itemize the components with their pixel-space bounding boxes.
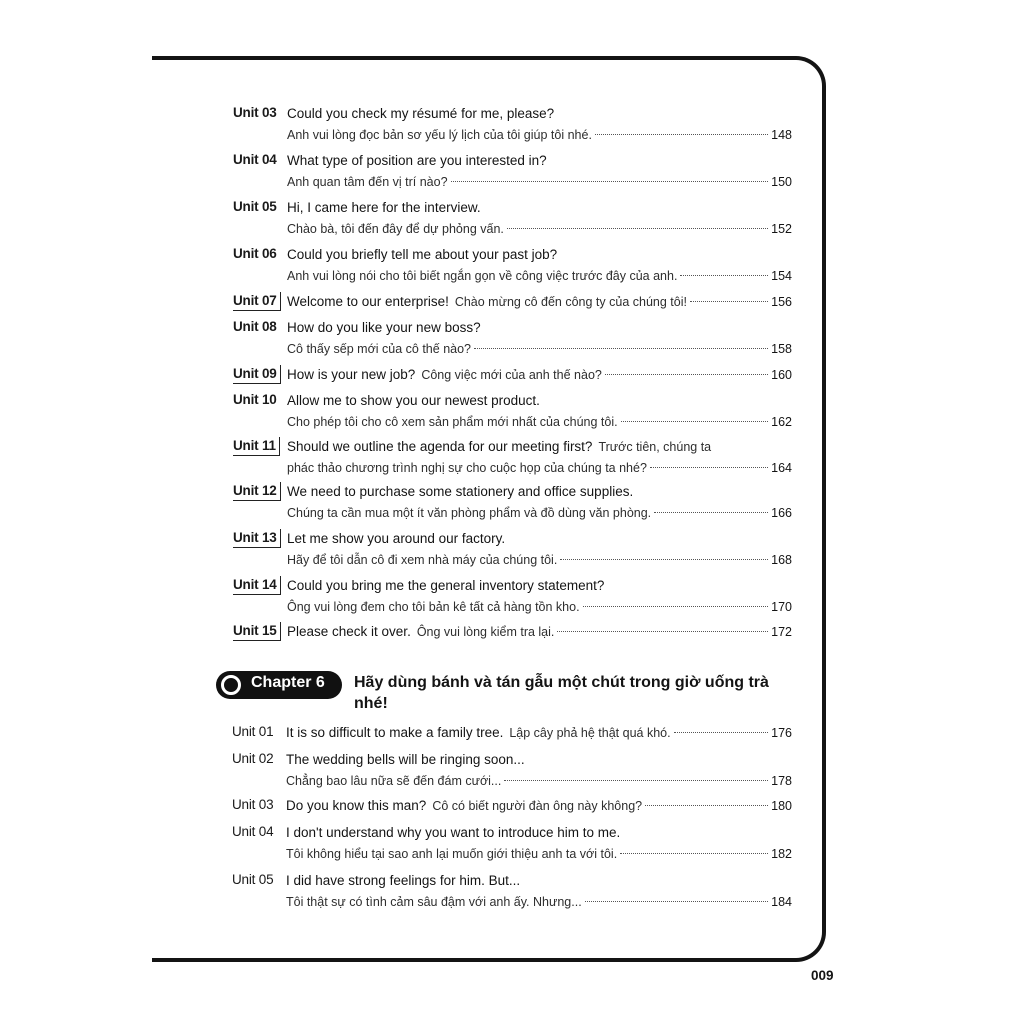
entry-vietnamese: Công việc mới của anh thế nào? bbox=[421, 368, 602, 382]
dot-leader bbox=[595, 134, 768, 135]
entry-english: Allow me to show you our newest product. bbox=[287, 393, 540, 408]
dot-leader bbox=[680, 275, 768, 276]
entry-english: I don't understand why you want to introduce him to me. bbox=[286, 825, 621, 840]
entry-vietnamese: Anh vui lòng nói cho tôi biết ngắn gọn về công việc trước đây của anh. bbox=[287, 269, 678, 283]
unit-code: Unit 13 bbox=[233, 529, 281, 548]
page-ref: 162 bbox=[771, 415, 792, 429]
unit-code: Unit 10 bbox=[233, 392, 277, 407]
unit-code: Unit 15 bbox=[233, 622, 281, 641]
entry-vietnamese: Chẳng bao lâu nữa sẽ đến đám cưới... bbox=[286, 774, 502, 788]
entry-vietnamese: Chúng ta cần mua một ít văn phòng phẩm và đồ dùng văn phòng. bbox=[287, 506, 652, 520]
entry-english: How do you like your new boss? bbox=[287, 320, 481, 335]
page-ref: 166 bbox=[771, 506, 792, 520]
page-ref: 170 bbox=[771, 600, 792, 614]
dot-leader bbox=[474, 348, 768, 349]
entry-english: I did have strong feelings for him. But... bbox=[286, 873, 521, 888]
chapter-badge[interactable] bbox=[216, 671, 342, 699]
chapter-title: Hãy dùng bánh và tán gẫu một chút trong giờ uống trà nhé! bbox=[354, 674, 769, 712]
dot-leader bbox=[605, 374, 768, 375]
entry-english: Do you know this man? bbox=[286, 798, 427, 813]
entry-vietnamese: Chào mừng cô đến công ty của chúng tôi! bbox=[454, 295, 687, 309]
entry-english: Welcome to our enterprise! bbox=[287, 294, 449, 309]
entry-english: Hi, I came here for the interview. bbox=[287, 200, 481, 215]
page-ref: 172 bbox=[771, 625, 792, 639]
unit-code: Unit 03 bbox=[233, 105, 277, 120]
unit-code: Unit 02 bbox=[232, 751, 274, 766]
entry-english: It is so difficult to make a family tree. bbox=[286, 725, 504, 740]
entry-english: The wedding bells will be ringing soon... bbox=[286, 752, 525, 767]
unit-code: Unit 08 bbox=[233, 319, 277, 334]
dot-leader bbox=[585, 901, 768, 902]
page-ref: 168 bbox=[771, 553, 792, 567]
unit-code: Unit 06 bbox=[233, 246, 277, 261]
page-ref: 180 bbox=[771, 799, 792, 813]
unit-code: Unit 09 bbox=[233, 365, 281, 384]
dot-leader bbox=[674, 732, 769, 733]
page-number: 009 bbox=[811, 968, 834, 983]
dot-leader bbox=[650, 467, 768, 468]
unit-code: Unit 07 bbox=[233, 292, 281, 311]
entry-english: Let me show you around our factory. bbox=[287, 531, 506, 546]
entry-vietnamese: phác thảo chương trình nghị sự cho cuộc họp của chúng ta nhé? bbox=[287, 461, 647, 475]
entry-english: Could you bring me the general inventory statement? bbox=[287, 578, 605, 593]
entry-english: We need to purchase some stationery and office supplies. bbox=[287, 484, 634, 499]
entry-english: Please check it over. bbox=[287, 624, 411, 639]
page-ref: 156 bbox=[771, 295, 792, 309]
circle-icon bbox=[221, 675, 241, 695]
entry-vietnamese: Cô thấy sếp mới của cô thế nào? bbox=[287, 342, 471, 356]
page-ref: 154 bbox=[771, 269, 792, 283]
entry-english: What type of position are you interested in? bbox=[287, 153, 547, 168]
entry-english: Could you briefly tell me about your past job? bbox=[287, 247, 558, 262]
unit-code: Unit 05 bbox=[233, 199, 277, 214]
page-ref: 164 bbox=[771, 461, 792, 475]
unit-code: Unit 12 bbox=[233, 482, 281, 501]
entry-vietnamese: Anh quan tâm đến vị trí nào? bbox=[287, 175, 448, 189]
dot-leader bbox=[654, 512, 768, 513]
entry-vietnamese: Hãy để tôi dẫn cô đi xem nhà máy của chúng tôi. bbox=[287, 553, 558, 567]
entry-vietnamese-start: Trước tiên, chúng ta bbox=[598, 440, 712, 454]
dot-leader bbox=[560, 559, 768, 560]
dot-leader bbox=[504, 780, 768, 781]
unit-code: Unit 04 bbox=[233, 152, 277, 167]
page-ref: 184 bbox=[771, 895, 792, 909]
page-ref: 182 bbox=[771, 847, 792, 861]
chapter-label: Chapter 6 bbox=[251, 674, 325, 691]
dot-leader bbox=[507, 228, 768, 229]
entry-vietnamese: Lập cây phả hệ thật quá khó. bbox=[509, 726, 671, 740]
entry-vietnamese: Anh vui lòng đọc bản sơ yếu lý lịch của tôi giúp tôi nhé. bbox=[287, 128, 592, 142]
entry-vietnamese: Ông vui lòng đem cho tôi bản kê tất cả hàng tồn kho. bbox=[287, 600, 580, 614]
dot-leader bbox=[690, 301, 768, 302]
entry-vietnamese: Cô có biết người đàn ông này không? bbox=[432, 799, 643, 813]
unit-code: Unit 03 bbox=[232, 797, 274, 812]
page-ref: 152 bbox=[771, 222, 792, 236]
page-ref: 160 bbox=[771, 368, 792, 382]
dot-leader bbox=[645, 805, 768, 806]
unit-code: Unit 14 bbox=[233, 576, 281, 595]
entry-english: Should we outline the agenda for our meeting first? bbox=[287, 439, 593, 454]
unit-code: Unit 01 bbox=[232, 724, 274, 739]
dot-leader bbox=[557, 631, 768, 632]
entry-vietnamese: Tôi không hiểu tại sao anh lại muốn giới thiệu anh ta với tôi. bbox=[286, 847, 618, 861]
dot-leader bbox=[621, 421, 769, 422]
page-ref: 176 bbox=[771, 726, 792, 740]
dot-leader bbox=[620, 853, 768, 854]
unit-code: Unit 11 bbox=[233, 437, 280, 456]
page-ref: 150 bbox=[771, 175, 792, 189]
page-ref: 148 bbox=[771, 128, 792, 142]
entry-vietnamese: Cho phép tôi cho cô xem sản phẩm mới nhất của chúng tôi. bbox=[287, 415, 618, 429]
page-ref: 158 bbox=[771, 342, 792, 356]
unit-code: Unit 04 bbox=[232, 824, 274, 839]
entry-vietnamese: Chào bà, tôi đến đây để dự phỏng vấn. bbox=[287, 222, 504, 236]
entry-english: How is your new job? bbox=[287, 367, 416, 382]
entry-english: Could you check my résumé for me, please? bbox=[287, 106, 555, 121]
entry-vietnamese: Tôi thật sự có tình cảm sâu đậm với anh ấy. Nhưng... bbox=[286, 895, 582, 909]
entry-vietnamese: Ông vui lòng kiểm tra lại. bbox=[416, 625, 555, 639]
dot-leader bbox=[451, 181, 769, 182]
unit-code: Unit 05 bbox=[232, 872, 274, 887]
page-ref: 178 bbox=[771, 774, 792, 788]
dot-leader bbox=[583, 606, 769, 607]
